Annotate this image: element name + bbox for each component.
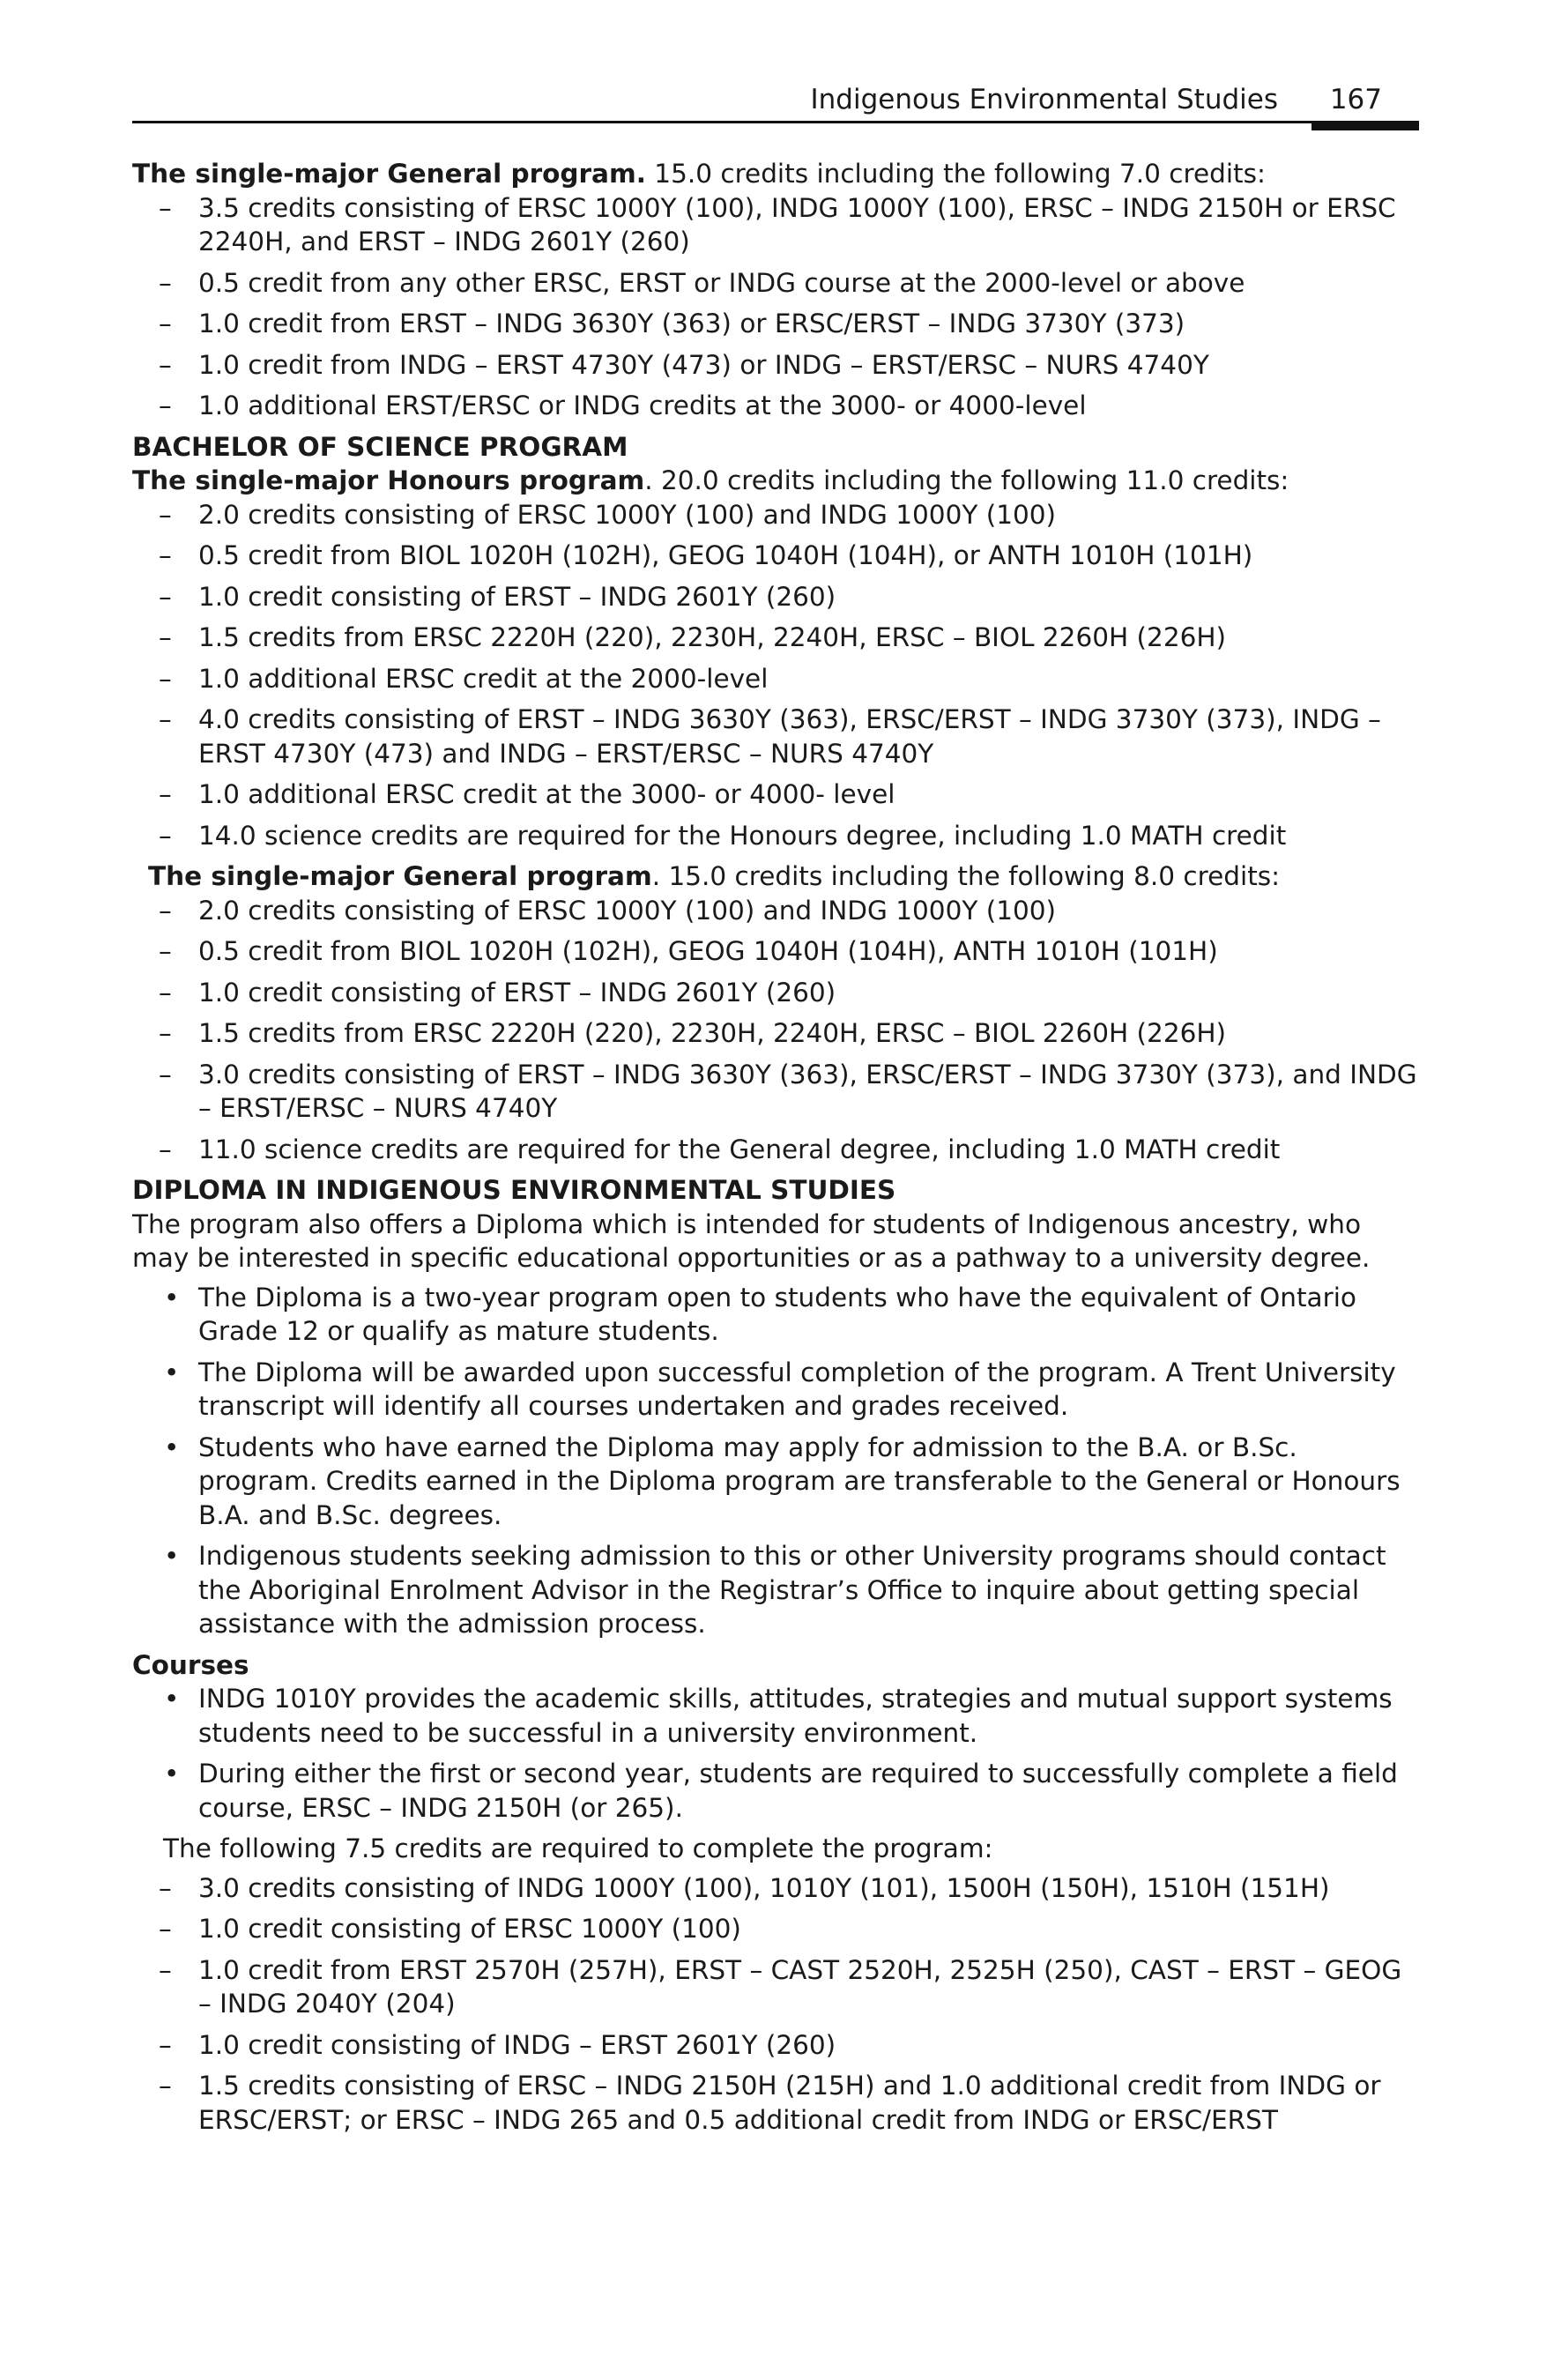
dash-marker: –	[159, 309, 172, 338]
dash-marker: –	[159, 192, 172, 223]
dash-marker: –	[159, 936, 172, 966]
bsc-honours-lead	[132, 464, 1419, 498]
dash-marker: –	[159, 267, 172, 298]
dash-marker: –	[159, 1872, 172, 1903]
bsc-honours-list	[132, 498, 1419, 853]
list-item-text: 1.0 credit consisting of ERST – INDG 2601Y (260)	[198, 581, 836, 612]
list-item	[132, 1953, 1419, 2021]
dash-marker: –	[159, 704, 172, 734]
list-item-text: 0.5 credit from BIOL 1020H (102H), GEOG 1040H (104H), or ANTH 1010H (101H)	[198, 540, 1253, 570]
list-item	[132, 348, 1419, 383]
list-item	[132, 934, 1419, 969]
page-content	[132, 157, 1419, 2144]
dash-marker: –	[159, 2029, 172, 2060]
list-item	[132, 976, 1419, 1010]
bullet-item	[132, 1682, 1419, 1750]
list-item	[132, 819, 1419, 853]
bullet-text: The Diploma is a two-year program open to students who have the equivalent of Ontario Grade 12 or qualify as mature students.	[198, 1282, 1356, 1346]
list-item	[132, 307, 1419, 341]
list-item	[132, 539, 1419, 573]
list-item	[132, 580, 1419, 614]
list-item-text: 1.0 additional ERST/ERSC or INDG credits at the 3000- or 4000-level	[198, 390, 1087, 420]
list-item-text: 2.0 credits consisting of ERSC 1000Y (100) and INDG 1000Y (100)	[198, 895, 1057, 926]
dash-marker: –	[159, 622, 172, 652]
list-item	[132, 389, 1419, 423]
list-item-text: 0.5 credit from BIOL 1020H (102H), GEOG 1040H (104H), ANTH 1010H (101H)	[198, 936, 1218, 966]
bullet-item	[132, 1356, 1419, 1424]
list-item	[132, 1133, 1419, 1167]
list-item-text: 1.0 additional ERSC credit at the 3000- or 4000- level	[198, 779, 895, 809]
dash-marker: –	[159, 1018, 172, 1048]
list-item-text: 1.5 credits from ERSC 2220H (220), 2230H, 2240H, ERSC – BIOL 2260H (226H)	[198, 622, 1227, 652]
bullet-text: INDG 1010Y provides the academic skills, attitudes, strategies and mutual support systems students need to be successful in a university environment.	[198, 1684, 1393, 1748]
bullet-item	[132, 1757, 1419, 1825]
list-item	[132, 703, 1419, 770]
list-item-text: 3.5 credits consisting of ERSC 1000Y (100), INDG 1000Y (100), ERSC – INDG 2150H or ERSC 2240H, and ERST – INDG 2601Y (260)	[198, 192, 1396, 257]
list-item	[132, 2028, 1419, 2063]
bullet-marker: •	[164, 1357, 180, 1387]
dash-marker: –	[159, 977, 172, 1008]
dash-marker: –	[159, 2071, 172, 2101]
bullet-marker: •	[164, 1759, 180, 1789]
dash-marker: –	[159, 1059, 172, 1090]
list-item-text: 1.0 credit consisting of ERSC 1000Y (100)	[198, 1914, 741, 1944]
bullet-item	[132, 1539, 1419, 1641]
diploma-intro: The program also offers a Diploma which is intended for students of Indigenous ancestry, who may be interested in specific educational opportunities or as a pathway to a university degree.	[132, 1209, 1371, 1273]
bullet-text: During either the first or second year, students are required to successfully complete a field course, ERSC – INDG 2150H (or 265).	[198, 1759, 1398, 1823]
list-item	[132, 2069, 1419, 2137]
list-item-text: 14.0 science credits are required for the Honours degree, including 1.0 MATH credit	[198, 820, 1287, 851]
list-item	[132, 266, 1419, 301]
list-item	[132, 191, 1419, 259]
dash-marker: –	[159, 581, 172, 612]
list-item	[132, 621, 1419, 655]
running-header	[132, 81, 1419, 123]
header-tab-block	[1312, 121, 1419, 130]
bullet-marker: •	[164, 1282, 180, 1313]
list-item-text: 3.0 credits consisting of INDG 1000Y (100), 1010Y (101), 1500H (150H), 1510H (151H)	[198, 1872, 1330, 1903]
dash-marker: –	[159, 349, 172, 380]
dash-marker: –	[159, 1914, 172, 1944]
dash-marker: –	[159, 540, 172, 570]
list-item	[132, 1058, 1419, 1126]
dash-marker: –	[159, 779, 172, 809]
list-item-text: 1.0 credit from INDG – ERST 4730Y (473) or INDG – ERST/ERSC – NURS 4740Y	[198, 349, 1209, 380]
list-item-text: 4.0 credits consisting of ERST – INDG 3630Y (363), ERSC/ERST – INDG 3730Y (373), INDG – ERST 4730Y (473) and INDG – ERST/ERSC – NURS 4740Y	[198, 704, 1381, 769]
bullet-marker: •	[164, 1432, 180, 1462]
ba-general-lead-bold: The single-major General program.	[132, 159, 646, 189]
dash-marker: –	[159, 663, 172, 694]
page-number: 167	[1329, 84, 1382, 115]
list-item-text: 2.0 credits consisting of ERSC 1000Y (100) and INDG 1000Y (100)	[198, 499, 1057, 530]
dash-marker: –	[159, 820, 172, 851]
dash-marker: –	[159, 1134, 172, 1164]
bsc-honours-lead-text: . 20.0 credits including the following 11.0 credits:	[644, 465, 1289, 495]
header-title: Indigenous Environmental Studies	[810, 84, 1278, 115]
list-item	[132, 1016, 1419, 1051]
bsc-general-lead-text: . 15.0 credits including the following 8.0 credits:	[651, 861, 1281, 891]
list-item-text: 0.5 credit from any other ERSC, ERST or INDG course at the 2000-level or above	[198, 267, 1245, 298]
list-item-text: 1.0 credit consisting of INDG – ERST 2601Y (260)	[198, 2029, 836, 2060]
list-item-text: 11.0 science credits are required for the General degree, including 1.0 MATH credit	[198, 1134, 1281, 1164]
bullet-marker: •	[164, 1684, 180, 1714]
bullet-text: Indigenous students seeking admission to this or other University programs should contact the Aboriginal Enrolment Advisor in the Registrar’s Office to inquire about getting special assistance with the admission process.	[198, 1541, 1386, 1639]
list-item	[132, 1871, 1419, 1906]
bullet-item	[132, 1431, 1419, 1533]
list-item-text: 1.0 credit consisting of ERST – INDG 2601Y (260)	[198, 977, 836, 1008]
list-item	[132, 777, 1419, 812]
dash-marker: –	[159, 390, 172, 420]
list-item	[132, 498, 1419, 532]
ba-general-list	[132, 191, 1419, 423]
list-item-text: 1.0 credit from ERST 2570H (257H), ERST – CAST 2520H, 2525H (250), CAST – ERST – GEOG – INDG 2040Y (204)	[198, 1954, 1402, 2019]
bsc-honours-lead-bold: The single-major Honours program	[132, 465, 645, 495]
list-item	[132, 894, 1419, 928]
dash-marker: –	[159, 499, 172, 530]
courses-heading: Courses	[132, 1649, 249, 1680]
list-item-text: 1.0 credit from ERST – INDG 3630Y (363) or ERSC/ERST – INDG 3730Y (373)	[198, 309, 1185, 338]
header-rule	[132, 121, 1312, 123]
bullet-text: Students who have earned the Diploma may apply for admission to the B.A. or B.Sc. program. Credits earned in the Diploma program are transferable to the General or Honours B.A. and B.Sc. degrees.	[198, 1432, 1401, 1530]
ba-general-lead	[132, 157, 1419, 191]
courses-following: The following 7.5 credits are required to complete the program:	[163, 1833, 993, 1863]
courses-list	[132, 1871, 1419, 2138]
list-item-text: 3.0 credits consisting of ERST – INDG 3630Y (363), ERSC/ERST – INDG 3730Y (373), and INDG – ERST/ERSC – NURS 4740Y	[198, 1059, 1417, 1123]
list-item	[132, 1912, 1419, 1946]
diploma-bullets	[132, 1281, 1419, 1641]
bsc-general-lead-bold: The single-major General program	[148, 861, 652, 891]
dash-marker: –	[159, 1954, 172, 1985]
bsc-general-list	[132, 894, 1419, 1167]
bullet-text: The Diploma will be awarded upon successful completion of the program. A Trent University transcript will identify all courses undertaken and grades received.	[198, 1357, 1396, 1421]
list-item-text: 1.0 additional ERSC credit at the 2000-level	[198, 663, 769, 694]
dash-marker: –	[159, 895, 172, 926]
courses-bullets	[132, 1682, 1419, 1825]
bullet-marker: •	[164, 1541, 180, 1571]
diploma-heading: DIPLOMA IN INDIGENOUS ENVIRONMENTAL STUDIES	[132, 1175, 896, 1205]
bsc-general-lead	[132, 859, 1419, 894]
list-item-text: 1.5 credits from ERSC 2220H (220), 2230H, 2240H, ERSC – BIOL 2260H (226H)	[198, 1018, 1227, 1048]
ba-general-lead-text: 15.0 credits including the following 7.0 credits:	[645, 159, 1266, 189]
bsc-heading: BACHELOR OF SCIENCE PROGRAM	[132, 431, 628, 462]
list-item-text: 1.5 credits consisting of ERSC – INDG 2150H (215H) and 1.0 additional credit from INDG or ERSC/ERST; or ERSC – INDG 265 and 0.5 additional credit from INDG or ERSC/ERST	[198, 2071, 1381, 2135]
bullet-item	[132, 1281, 1419, 1349]
list-item	[132, 662, 1419, 696]
